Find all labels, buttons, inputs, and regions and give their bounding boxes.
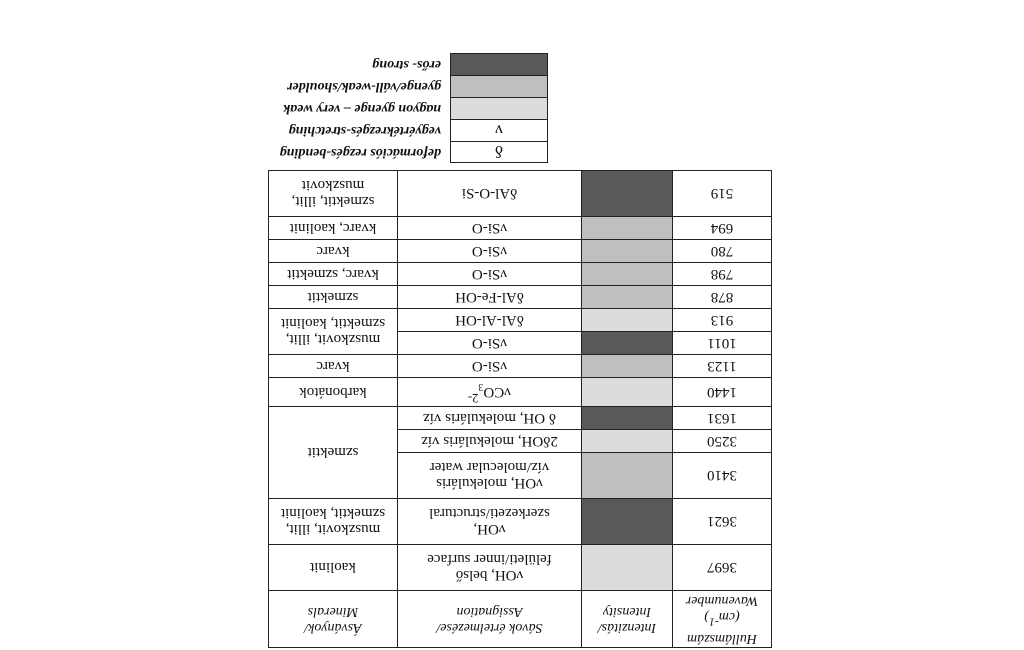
intensity-cell [582, 378, 673, 407]
legend-row-very-weak [248, 97, 548, 119]
minerals-cell: kvarc, szmektit [269, 263, 398, 286]
assignation-cell: νOH, molekuláris víz/molecular water [398, 453, 582, 499]
wavenumber-cell: 1011 [673, 332, 772, 355]
intensity-cell [582, 240, 673, 263]
intensity-cell [582, 263, 673, 286]
wavenumber-cell: 913 [673, 309, 772, 332]
header-wavenumber-hu: Hullámszám [687, 630, 758, 646]
assignation-cell: νSi-O [398, 332, 582, 355]
assignation-cell: νSi-O [398, 355, 582, 378]
table-row [269, 217, 772, 240]
minerals-cell: karbonátok [269, 378, 398, 407]
legend-label-bending: deformációs rezgés-bending [279, 145, 441, 160]
header-intensity-hu: Intenzitás/ [597, 620, 657, 635]
legend-swatch-bending: δ [450, 141, 548, 163]
wavenumber-cell: 3621 [673, 499, 772, 545]
header-wavenumber [673, 591, 772, 648]
header-minerals-hu: Ásványok/ [304, 620, 362, 635]
legend-label-strong: erős- strong [372, 57, 441, 72]
table-row [269, 499, 772, 545]
assignation-cell: δAl-Fe-OH [398, 286, 582, 309]
assignation-cell: νOH, belső felületi/inner surface [398, 545, 582, 591]
assignation-cell: νCO$_3^{2-}$ [398, 378, 582, 407]
wavenumber-cell: 1440 [673, 378, 772, 407]
wavenumber-cell: 878 [673, 286, 772, 309]
wavenumber-cell: 3250 [673, 430, 772, 453]
intensity-cell [582, 430, 673, 453]
wavenumber-cell: 519 [673, 171, 772, 217]
minerals-cell: kvarc, kaolinit [269, 217, 398, 240]
table-header-row [269, 591, 772, 648]
table-row [269, 378, 772, 407]
table-row [269, 263, 772, 286]
intensity-cell [582, 355, 673, 378]
legend-row-stretching [248, 119, 548, 141]
table-row [269, 545, 772, 591]
table-row [269, 286, 772, 309]
legend-label-weak-shoulder: gyenge/váll-weak/shoulder [287, 79, 441, 94]
minerals-cell: szmektit [269, 407, 398, 499]
header-minerals [269, 591, 398, 648]
assignation-cell: δAl-O-Si [398, 171, 582, 217]
wavenumber-cell: 798 [673, 263, 772, 286]
header-wavenumber-en: Wavenumber [685, 593, 759, 609]
header-intensity [582, 591, 673, 648]
minerals-cell: kvarc [269, 355, 398, 378]
minerals-cell: kaolinit [269, 545, 398, 591]
assignation-cell: νSi-O [398, 217, 582, 240]
legend-swatch-strong [450, 53, 548, 75]
header-intensity-en: Intensity [602, 604, 652, 619]
header-minerals-en: Minerals [307, 604, 359, 619]
table-row [269, 355, 772, 378]
intensity-cell [582, 499, 673, 545]
ir-band-table [268, 170, 772, 648]
legend-swatch-very-weak [450, 97, 548, 119]
legend-row-bending [248, 141, 548, 163]
wavenumber-cell: 3410 [673, 453, 772, 499]
header-wavenumber-unit: $(cm^{-1})$ [704, 609, 740, 629]
legend-label-very-weak: nagyon gyenge – very weak [283, 101, 441, 116]
intensity-cell [582, 545, 673, 591]
wavenumber-cell: 1631 [673, 407, 772, 430]
legend-swatch-weak-shoulder [450, 75, 548, 97]
minerals-cell: kvarc [269, 240, 398, 263]
minerals-cell: szmektit [269, 286, 398, 309]
wavenumber-cell: 1123 [673, 355, 772, 378]
wavenumber-cell: 780 [673, 240, 772, 263]
header-assignation [398, 591, 582, 648]
legend-row-strong [248, 53, 548, 75]
legend-swatch-stretching: ν [450, 119, 548, 141]
intensity-cell [582, 453, 673, 499]
assignation-cell: νOH, szerkezeti/structural [398, 499, 582, 545]
wavenumber-cell: 3697 [673, 545, 772, 591]
assignation-cell: 2δOH, molekuláris víz [398, 430, 582, 453]
assignation-cell: δ OH, molekuláris víz [398, 407, 582, 430]
intensity-cell [582, 217, 673, 240]
assignation-cell: νSi-O [398, 240, 582, 263]
intensity-cell [582, 309, 673, 332]
minerals-cell: muszkovit, illit, szmektit, kaolinit [269, 309, 398, 355]
header-assignation-hu: Sávok értelmezése/ [436, 620, 543, 635]
assignation-cell: νSi-O [398, 263, 582, 286]
minerals-cell: muszkovit, illit, szmektit, kaolinit [269, 499, 398, 545]
legend-label-stretching: vegyértékrezgés-stretching [288, 123, 441, 138]
intensity-cell [582, 407, 673, 430]
table-row [269, 240, 772, 263]
minerals-cell: szmektit, illit, muszkovit [269, 171, 398, 217]
legend [248, 53, 548, 163]
legend-row-weak-shoulder [248, 75, 548, 97]
table-row [269, 171, 772, 217]
wavenumber-cell: 694 [673, 217, 772, 240]
intensity-cell [582, 286, 673, 309]
table-row [269, 453, 772, 499]
intensity-cell [582, 332, 673, 355]
intensity-cell [582, 171, 673, 217]
header-assignation-en: Assignation [456, 604, 523, 619]
assignation-cell: δAl-Al-OH [398, 309, 582, 332]
table-row [269, 332, 772, 355]
